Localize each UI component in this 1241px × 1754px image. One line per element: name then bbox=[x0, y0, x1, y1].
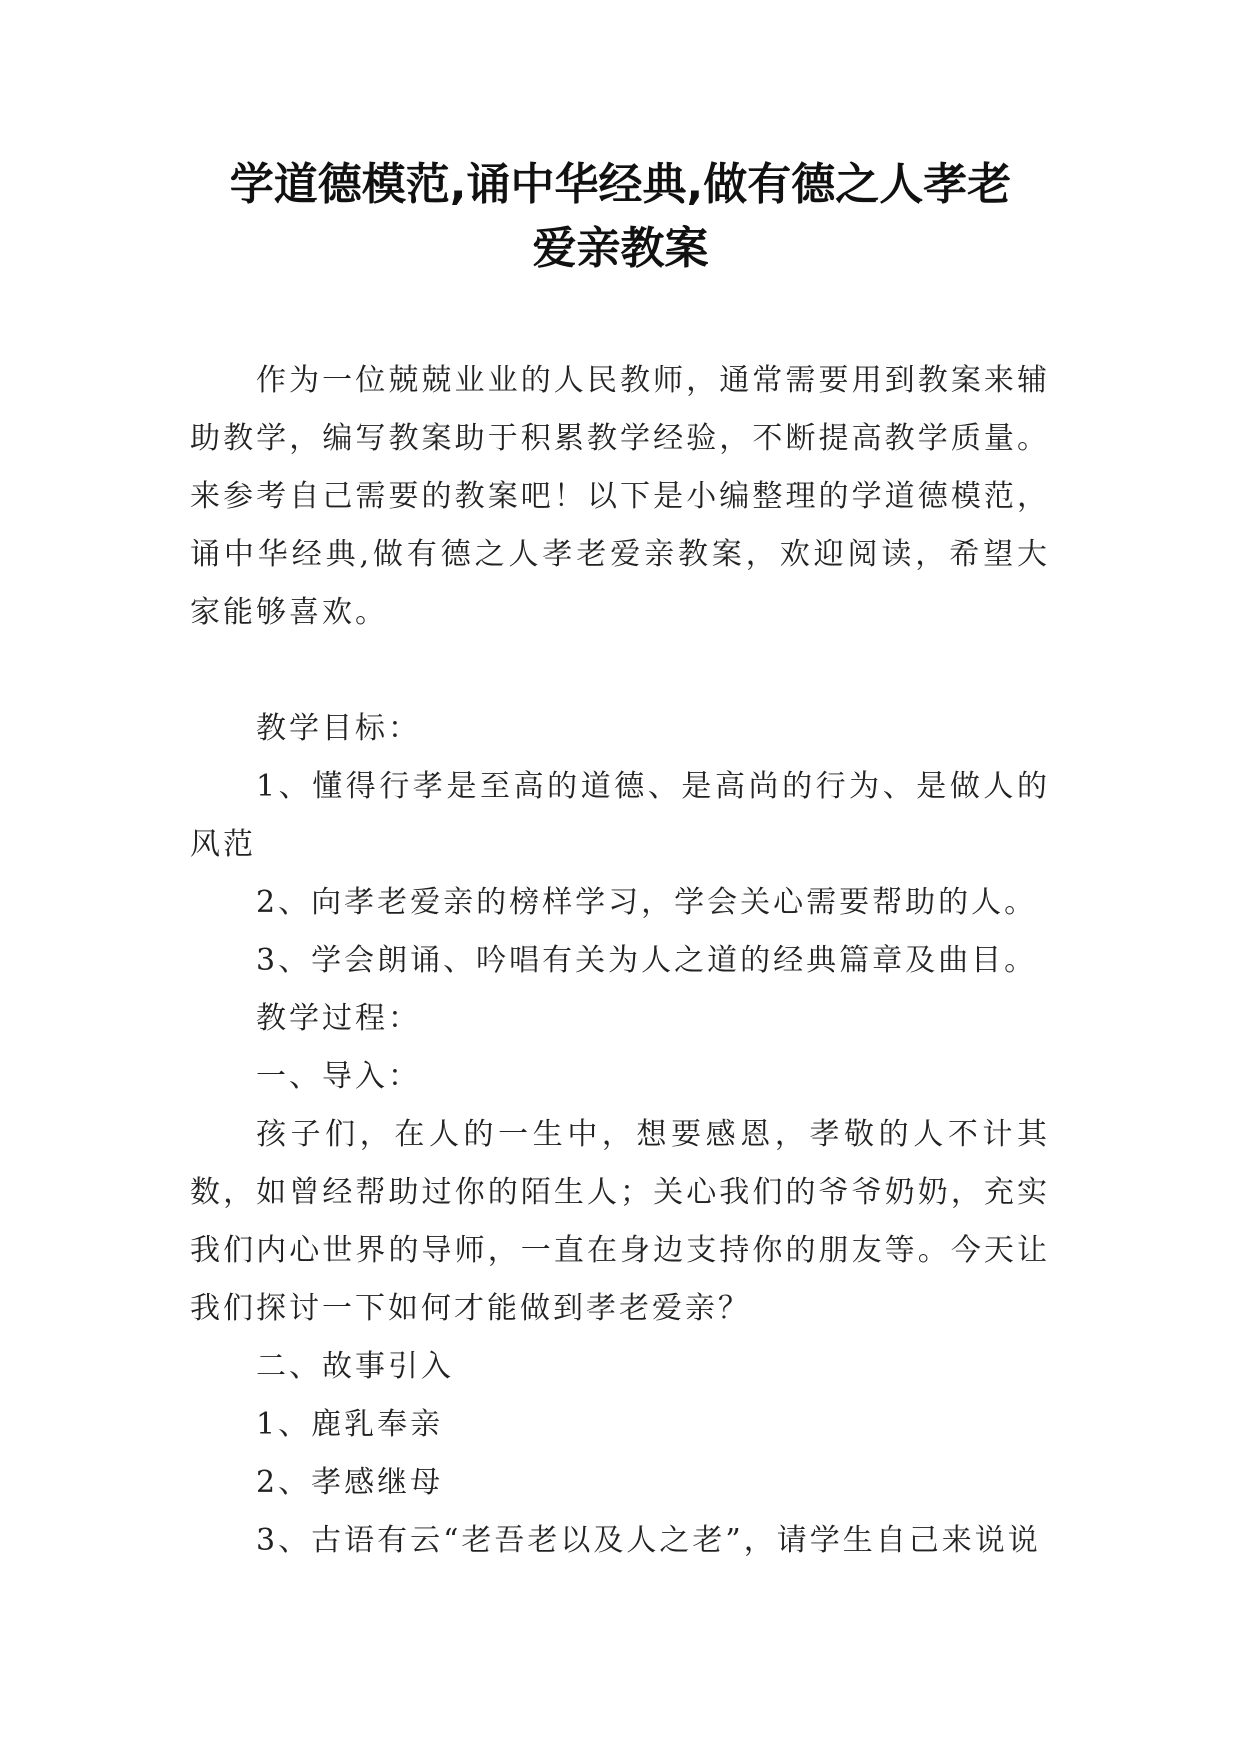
story-item-3: 3、古语有云“老吾老以及人之老”，请学生自己来说说 bbox=[256, 1523, 1041, 1558]
document-title-line-1: 学道德模范,诵中华经典,做有德之人孝老 bbox=[229, 159, 1012, 210]
section-2-heading: 二、故事引入 bbox=[256, 1349, 454, 1384]
document-title-line-2: 爱亲教案 bbox=[532, 223, 709, 274]
objectives-heading: 教学目标： bbox=[256, 711, 421, 746]
section-1-heading: 一、导入： bbox=[256, 1059, 421, 1094]
paragraph-spacer bbox=[190, 642, 1050, 700]
section-1-paragraph: 孩子们，在人的一生中，想要感恩，孝敬的人不计其数，如曾经帮助过你的陌生人；关心我们的爷爷奶奶，充实我们内心世界的导师，一直在身边支持你的朋友等。今天让我们探讨一下如何才能做到孝老爱亲？ bbox=[190, 1117, 1050, 1326]
objective-item-2: 2、向孝老爱亲的榜样学习，学会关心需要帮助的人。 bbox=[256, 885, 1038, 920]
objective-item-1: 1、懂得行孝是至高的道德、是高尚的行为、是做人的风范 bbox=[190, 769, 1050, 862]
story-item-1: 1、鹿乳奉亲 bbox=[256, 1407, 444, 1442]
process-heading: 教学过程： bbox=[256, 1001, 421, 1036]
story-item-2: 2、孝感继母 bbox=[256, 1465, 444, 1500]
objective-item-3: 3、学会朗诵、吟唱有关为人之道的经典篇章及曲目。 bbox=[256, 943, 1038, 978]
intro-paragraph: 作为一位兢兢业业的人民教师，通常需要用到教案来辅助教学，编写教案助于积累教学经验，不断提高教学质量。来参考自己需要的教案吧！以下是小编整理的学道德模范，诵中华经典,做有德之人孝老爱亲教案，欢迎阅读，希望大家能够喜欢。 bbox=[190, 363, 1050, 630]
document-body bbox=[190, 352, 1050, 1570]
